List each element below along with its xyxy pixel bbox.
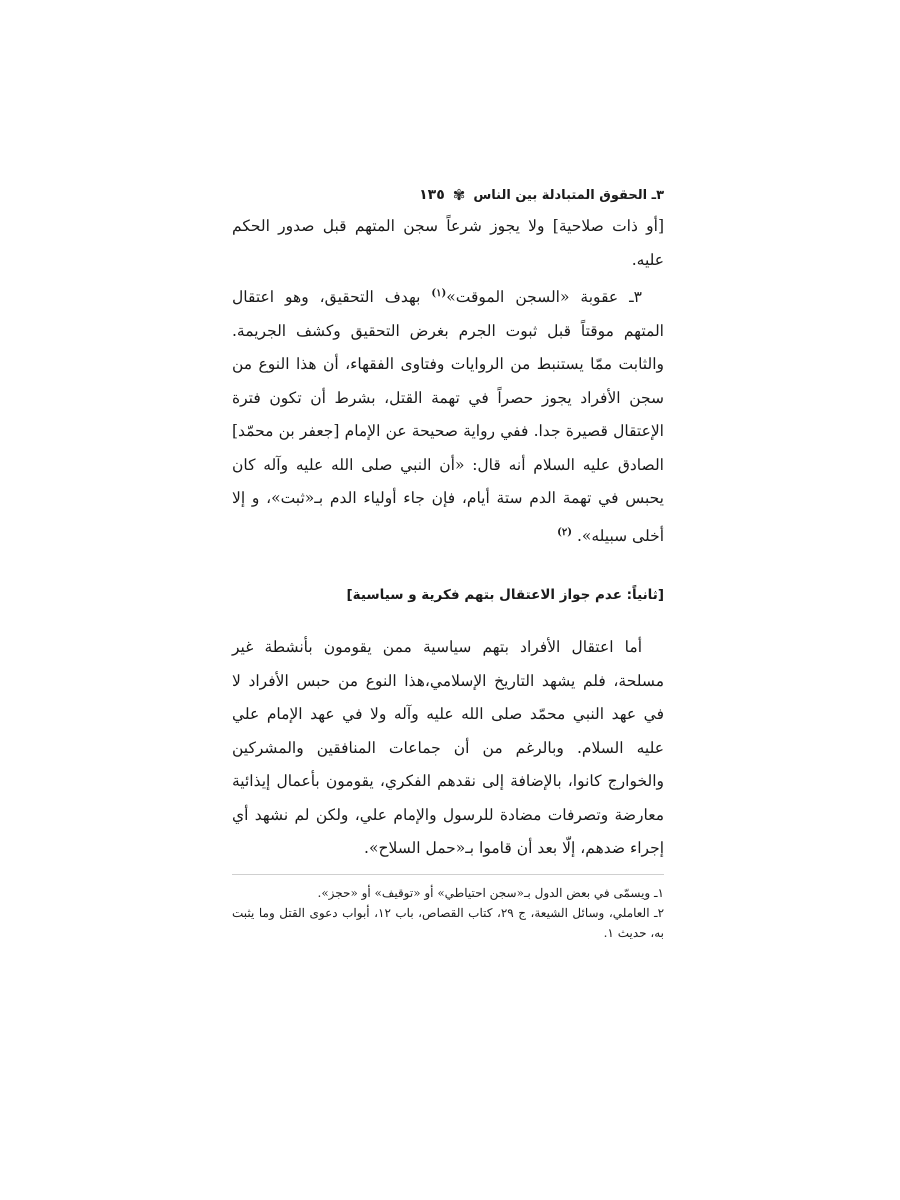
paragraph-lead: ٣ـ عقوبة «السجن الموقت» <box>446 288 642 307</box>
footnote-ref-2[interactable]: (٢) <box>557 526 572 538</box>
paragraph-body: بهدف التحقيق، وهو اعتقال المتهم موقتاً قبل ثبوت الجرم بغرض التحقيق وكشف الجريمة. والثابت ممّا يستنبط من الروايات وفتاوى الفقهاء، أن هذا النوع من سجن الأفراد يجوز حصراً في تهمة القتل، بشرط أن تكون فترة الإعتقال قصيرة جدا. ففي رواية صحيحة عن الإمام [جعفر بن محمّد] الصادق عليه السلام أنه قال: «أن النبي صلى الله عليه وآله كان يحبس في تهمة الدم ستة أيام، فإن جاء أولياء الدم بـ«ثبت»، و إلا أخلى سبيله». <box>232 288 664 545</box>
page-number: ١٣٥ <box>419 187 445 203</box>
footnote-2: ٢ـ العاملي، وسائل الشيعة، ج ٢٩، كتاب القصاص، باب ١٢، أبواب دعوى القتل وما يثبت به، حديث ١. <box>232 905 665 940</box>
footnote-ref-1[interactable]: (١) <box>431 288 447 299</box>
footnote-divider <box>232 874 664 875</box>
ornament-icon: ✾ <box>452 186 466 204</box>
book-page <box>232 180 664 943</box>
section-heading: [ثانياً: عدم جواز الاعتقال بتهم فكرية و سياسية] <box>346 587 664 604</box>
chapter-title: ٣ـ الحقوق المتبادلة بين الناس <box>473 187 664 203</box>
footnote-1: ١ـ ويسمّى في بعض الدول بـ«سجن احتياطي» أو «توقيف» أو «حجز». <box>317 885 664 900</box>
paragraph-continuation: [أو ذات صلاحية] ولا يجوز شرعاً سجن المتهم قبل صدور الحكم عليه. <box>232 217 664 269</box>
running-header <box>232 180 664 210</box>
paragraph-political-detention: أما اعتقال الأفراد بتهم سياسية ممن يقومون بأنشطة غير مسلحة، فلم يشهد التاريخ الإسلامي،هذا النوع من حبس الأفراد لا في عهد النبي محمّد صلى الله عليه وآله ولا في عهد الإمام علي عليه السلام. وبالرغم من أن جماعات المنافقين والمشركين والخوارج كانوا، بالإضافة إلى نقدهم الفكري، يقومون بأعمال إيذائية معارضة وتصرفات مضادة للرسول والإمام علي، ولكن لم نشهد أي إجراء ضدهم، إلّا بعد أن قاموا بـ«حمل السلاح». <box>232 638 664 858</box>
paragraph-temporary-detention <box>232 277 664 553</box>
